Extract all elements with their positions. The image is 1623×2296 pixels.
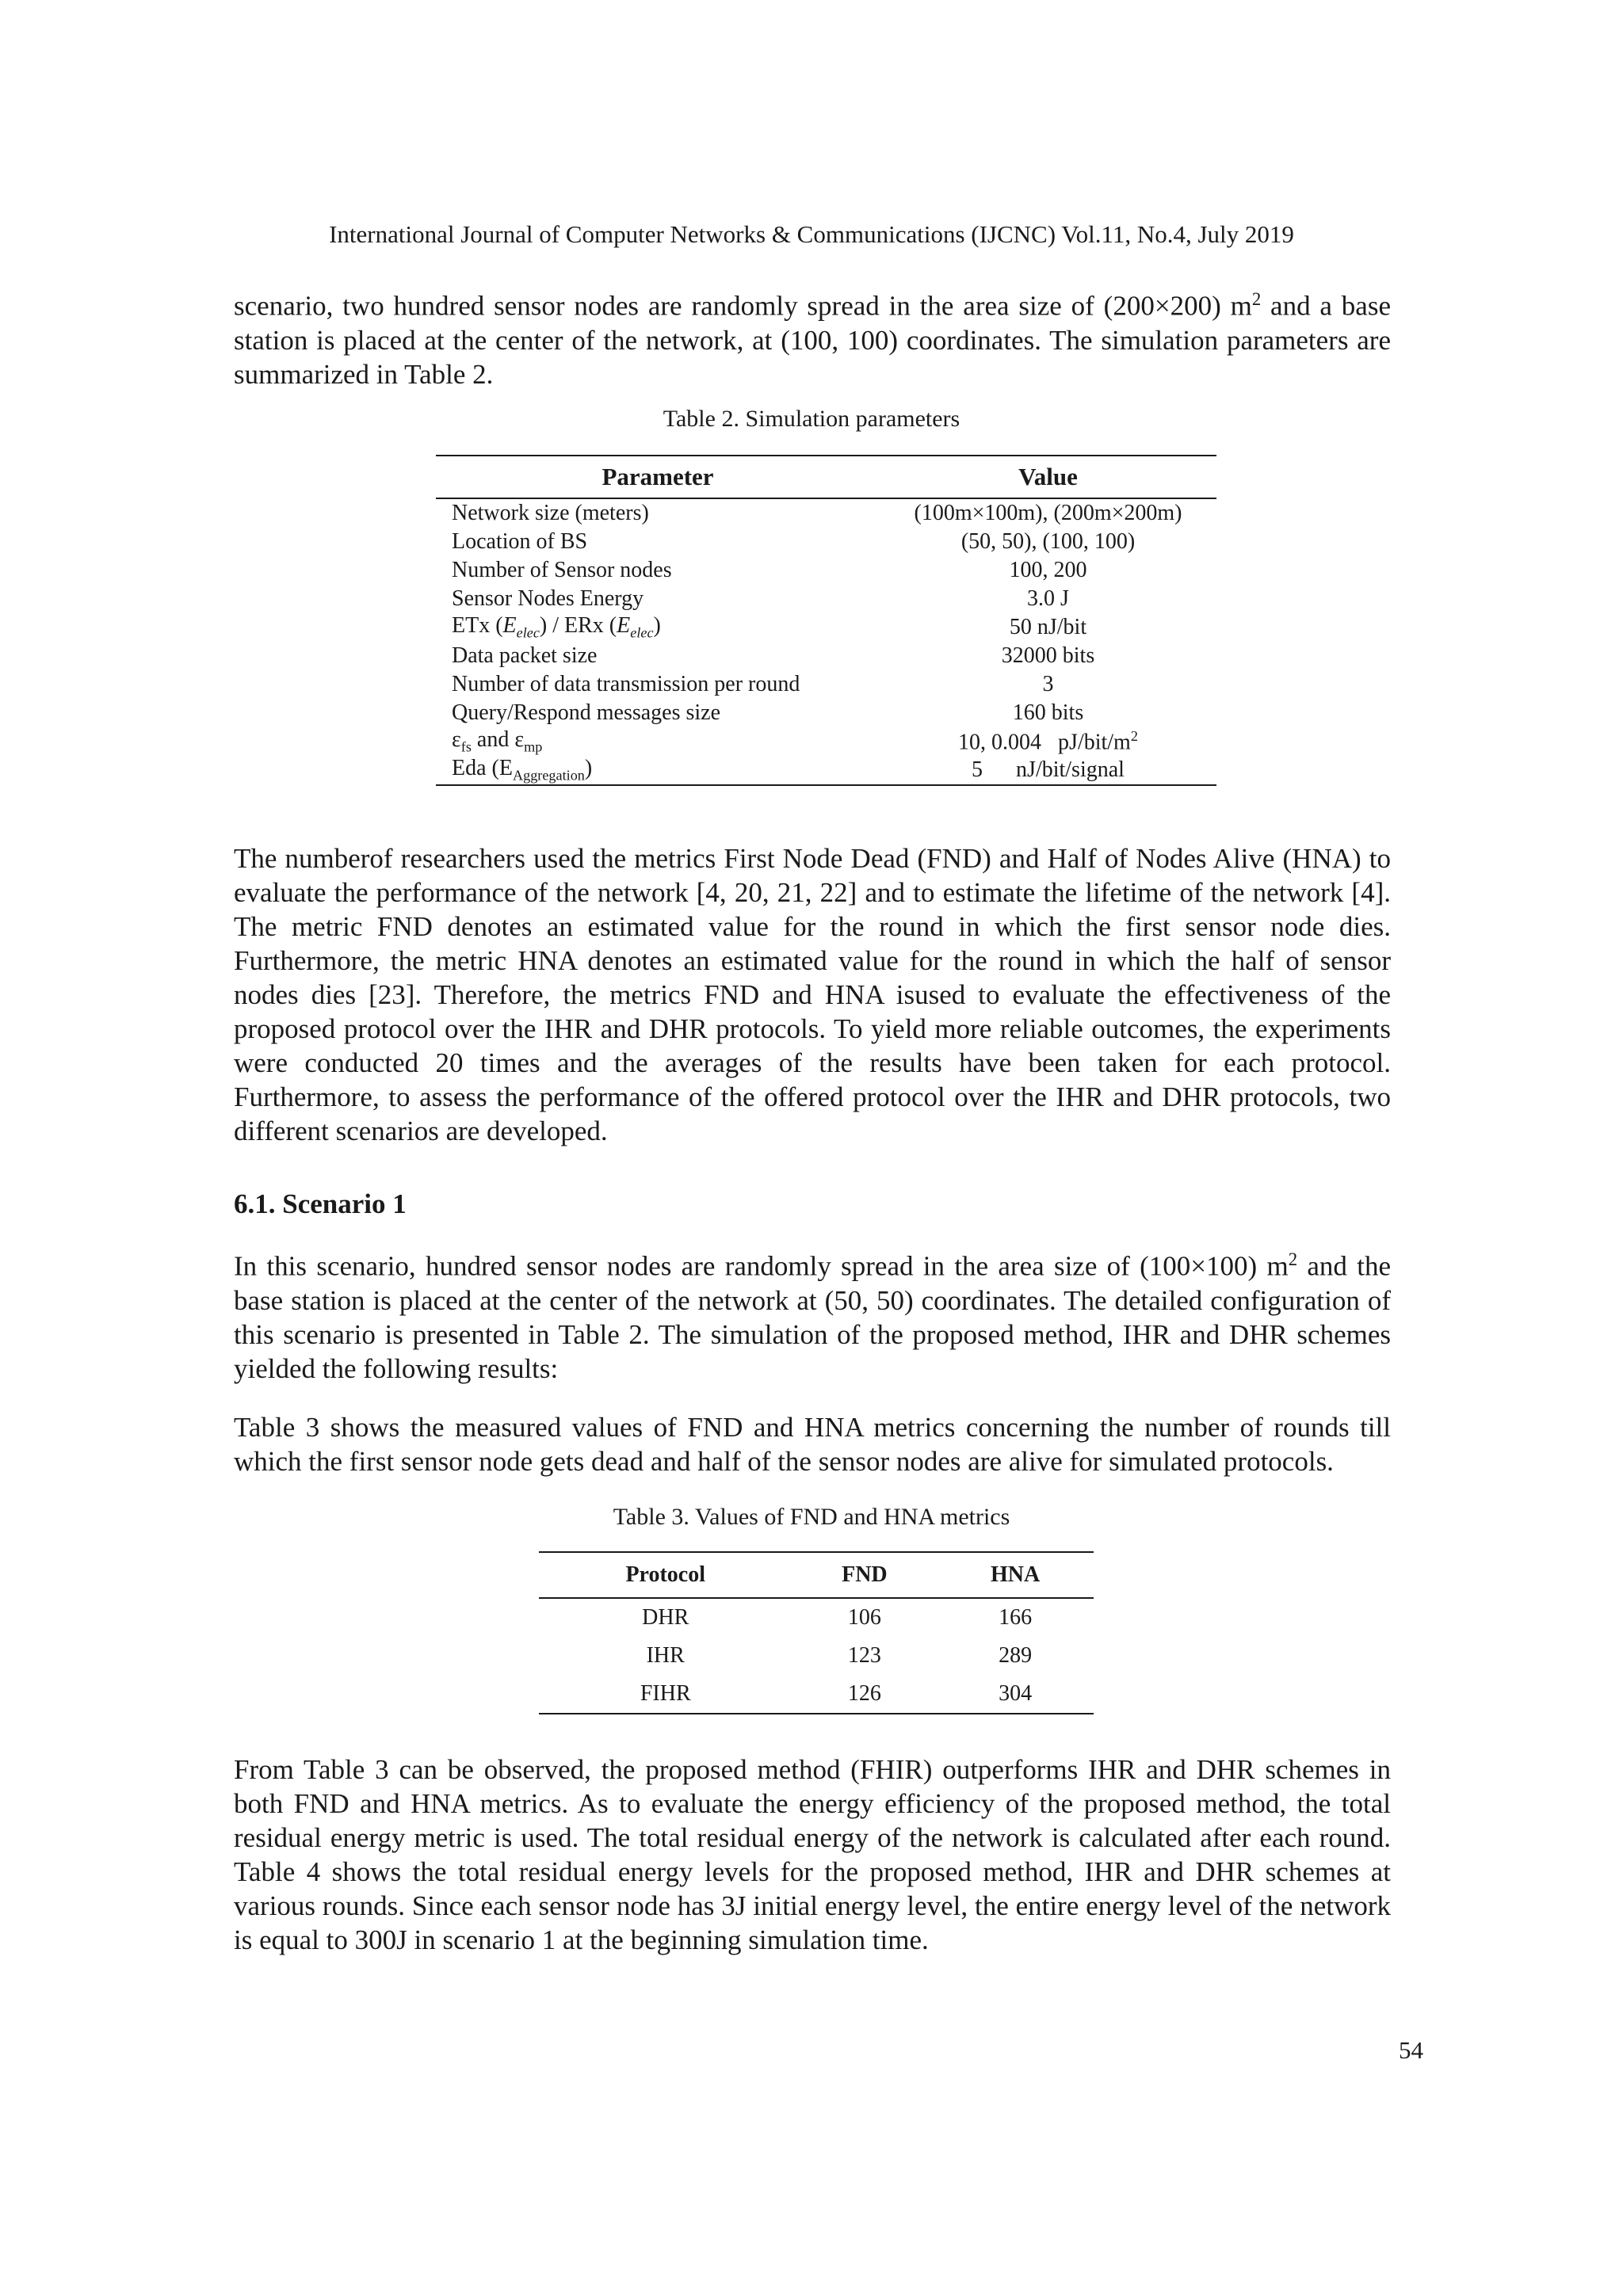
param-text: ETx ( xyxy=(452,613,503,639)
protocol-cell: FIHR xyxy=(640,1681,691,1706)
value-text: 10, 0.004 pJ/bit/m xyxy=(958,730,1131,755)
table-row xyxy=(539,1637,1094,1675)
value-cell: 32000 bits xyxy=(1001,643,1095,668)
value-cell: 5 nJ/bit/signal xyxy=(972,757,1125,782)
parameter-cell: Number of data transmission per round xyxy=(452,672,800,696)
parameter-cell: Network size (meters) xyxy=(452,501,649,525)
parameter-cell xyxy=(436,727,880,756)
value-cell: 100, 200 xyxy=(1009,558,1087,582)
parameter-cell: Query/Respond messages size xyxy=(452,700,721,725)
table-row xyxy=(436,642,1216,670)
results-paragraph: From Table 3 can be observed, the proposed method (FHIR) outperforms IHR and DHR schemes in both FND and HNA metrics. As to evaluate the energy efficiency of the proposed method, the total residual energy metric is used. The total residual energy of the network is calculated after each round. Table 4 shows the total residual energy levels for the proposed method, IHR and DHR schemes at various rounds. Since each sensor node has 3J initial energy level, the entire energy level of the network is equal to 300J in scenario 1 at the beginning simulation time. xyxy=(234,1754,1391,1955)
table-row xyxy=(436,498,1216,528)
table-row xyxy=(436,756,1216,785)
scenario-text-1: In this scenario, hundred sensor nodes are randomly spread in the area size of (100×100) m xyxy=(234,1250,1289,1282)
value-cell: 3.0 J xyxy=(1027,586,1069,611)
scenario-text-2: and the base station is placed at the center of the network at (50, 50) coordinates. The detailed configuration of this scenario is presented in Table 2. The simulation of the proposed method, IHR and DHR schemes yielded the following results: xyxy=(234,1250,1391,1384)
param-subscript: fs xyxy=(460,738,472,755)
table-row xyxy=(539,1598,1094,1637)
param-text: ) xyxy=(653,613,661,639)
param-symbol: E xyxy=(502,613,517,639)
table-row xyxy=(539,1675,1094,1714)
table-row xyxy=(436,699,1216,727)
scenario-superscript: 2 xyxy=(1288,1249,1298,1269)
param-text: ) xyxy=(584,756,593,781)
column-header-value: Value xyxy=(880,456,1216,498)
value-cell xyxy=(880,727,1216,756)
table-row xyxy=(436,613,1216,642)
table-row xyxy=(436,585,1216,613)
column-header-hna: HNA xyxy=(937,1552,1094,1598)
running-header: International Journal of Computer Networks & Communications (IJCNC) Vol.11, No.4, July 2019 xyxy=(329,220,1294,248)
param-subscript: mp xyxy=(524,738,543,755)
fnd-cell: 106 xyxy=(847,1605,881,1630)
param-text: ε xyxy=(452,727,461,753)
table-row xyxy=(436,528,1216,556)
fnd-hna-table xyxy=(539,1551,1094,1714)
scenario-paragraph xyxy=(234,1242,1391,1386)
table-row xyxy=(436,670,1216,699)
simulation-parameters-table xyxy=(436,455,1216,786)
column-header-fnd: FND xyxy=(792,1552,937,1598)
param-text: and ε xyxy=(471,727,525,753)
param-subscript: elec xyxy=(516,624,540,641)
parameter-cell: Location of BS xyxy=(452,529,588,554)
value-cell: 3 xyxy=(1042,672,1054,696)
section-heading: 6.1. Scenario 1 xyxy=(234,1188,407,1219)
page-number: 54 xyxy=(1399,2036,1423,2064)
metrics-paragraph: The numberof researchers used the metrics First Node Dead (FND) and Half of Nodes Alive (HNA) to evaluate the performance of the network [4, 20, 21, 22] and to estimate the lifetime of the network [4]. The metric FND denotes an estimated value for the round in which the first sensor node dies. Furthermore, the metric HNA denotes an estimated value for the round in which the half of sensor nodes dies [23]. Therefore, the metrics FND and HNA isused to evaluate the effectiveness of the proposed protocol over the IHR and DHR protocols. To yield more reliable outcomes, the experiments were conducted 20 times and the averages of the results have been taken for each protocol. Furthermore, to assess the performance of the offered protocol over the IHR and DHR protocols, two different scenarios are developed. xyxy=(234,843,1391,1146)
protocol-cell: IHR xyxy=(646,1643,685,1668)
value-cell: (100m×100m), (200m×200m) xyxy=(914,501,1182,525)
parameter-cell: Number of Sensor nodes xyxy=(452,558,672,582)
intro-superscript: 2 xyxy=(1251,289,1262,309)
intro-paragraph xyxy=(234,282,1391,391)
table-header-row xyxy=(436,456,1216,498)
table3-intro-paragraph: Table 3 shows the measured values of FND and HNA metrics concerning the number of rounds till which the first sensor node gets dead and half of the sensor nodes are alive for simulated protocols. xyxy=(234,1412,1391,1477)
hna-cell: 289 xyxy=(999,1643,1033,1668)
value-cell: (50, 50), (100, 100) xyxy=(960,529,1136,554)
fnd-cell: 126 xyxy=(847,1681,881,1706)
parameter-cell xyxy=(436,613,880,642)
table-row xyxy=(436,727,1216,756)
param-symbol: E xyxy=(617,613,631,639)
table-header-row xyxy=(539,1552,1094,1598)
param-subscript: Aggregation xyxy=(512,767,585,784)
parameter-cell: Sensor Nodes Energy xyxy=(452,586,644,611)
param-text: Eda (E xyxy=(452,756,513,781)
parameter-cell xyxy=(436,756,880,785)
table-row xyxy=(436,556,1216,585)
value-superscript: 2 xyxy=(1130,727,1138,744)
param-text: ) / ERx ( xyxy=(539,613,617,639)
param-subscript: elec xyxy=(630,624,654,641)
column-header-parameter: Parameter xyxy=(436,456,880,498)
intro-text-2: and a base station is placed at the center of the network, at (100, 100) coordinates. The simulation parameters are summarized in Table 2. xyxy=(234,290,1391,390)
protocol-cell: DHR xyxy=(642,1605,689,1630)
value-cell: 50 nJ/bit xyxy=(1009,615,1087,639)
intro-text-1: scenario, two hundred sensor nodes are randomly spread in the area size of (200×200) m xyxy=(234,290,1252,322)
hna-cell: 166 xyxy=(999,1605,1033,1630)
value-cell: 160 bits xyxy=(1012,700,1084,725)
parameter-cell: Data packet size xyxy=(452,643,598,668)
table3-caption: Table 3. Values of FND and HNA metrics xyxy=(613,1504,1010,1530)
fnd-cell: 123 xyxy=(847,1643,881,1668)
column-header-protocol: Protocol xyxy=(539,1552,792,1598)
hna-cell: 304 xyxy=(999,1681,1033,1706)
table2-caption: Table 2. Simulation parameters xyxy=(663,406,960,432)
